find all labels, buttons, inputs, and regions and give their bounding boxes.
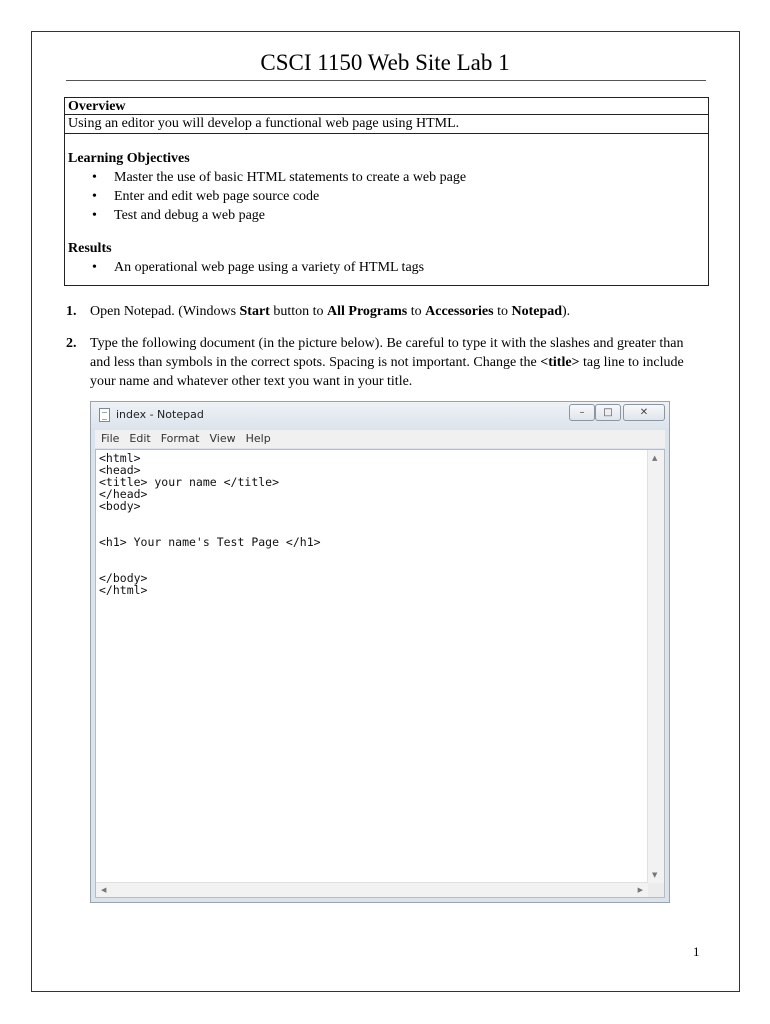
minimize-button[interactable]: – xyxy=(569,404,595,421)
menu-help[interactable]: Help xyxy=(245,432,271,445)
maximize-button[interactable]: □ xyxy=(595,404,621,421)
objectives-section xyxy=(65,134,708,277)
scroll-left-icon[interactable]: ◀ xyxy=(101,886,107,894)
list-item: • Test and debug a web page xyxy=(114,206,704,225)
vertical-scrollbar[interactable] xyxy=(647,450,664,883)
notepad-content: <html> <head> <title> your name </title> </head> <body> <h1> Your name's Test Page </h1> </body> </html> xyxy=(99,451,321,597)
notepad-window-title: index - Notepad xyxy=(116,408,204,421)
step-2 xyxy=(66,334,706,391)
resize-grip[interactable] xyxy=(648,883,664,897)
notepad-app-icon xyxy=(99,408,110,422)
scroll-down-icon[interactable]: ▼ xyxy=(652,871,658,879)
scroll-right-icon[interactable]: ▶ xyxy=(637,886,643,894)
list-item: • Enter and edit web page source code xyxy=(114,187,704,206)
step-number: 1. xyxy=(66,304,77,319)
results-heading: Results xyxy=(68,241,112,256)
document-title: CSCI 1150 Web Site Lab 1 xyxy=(260,50,510,75)
scroll-up-icon[interactable]: ▲ xyxy=(652,454,658,462)
overview-heading: Overview xyxy=(65,98,708,115)
notepad-text-area[interactable] xyxy=(95,449,665,898)
close-button[interactable]: ✕ xyxy=(623,404,665,421)
step-number: 2. xyxy=(66,336,77,351)
notepad-menubar xyxy=(95,430,665,448)
lab-info-box xyxy=(64,97,709,286)
list-item: • Master the use of basic HTML statements to create a web page xyxy=(114,168,704,187)
step-text: Type the following document (in the picture below). Be careful to type it with the slashes and greater than and less than symbols in the correct spots. Spacing is not important. Change the <title> tag line to include your name and whatever other text you want in your title. xyxy=(90,336,684,389)
step-text: Open Notepad. (Windows Start button to All Programs to Accessories to Notepad). xyxy=(90,304,571,319)
overview-text: Using an editor you will develop a functional web page using HTML. xyxy=(65,115,708,134)
horizontal-scrollbar[interactable] xyxy=(96,882,648,897)
notepad-titlebar xyxy=(91,402,669,428)
menu-edit[interactable]: Edit xyxy=(129,432,151,445)
step-1 xyxy=(66,302,706,321)
objectives-list xyxy=(68,168,704,225)
results-list xyxy=(68,258,704,277)
menu-format[interactable]: Format xyxy=(160,432,200,445)
menu-view[interactable]: View xyxy=(209,432,236,445)
menu-file[interactable]: File xyxy=(101,432,120,445)
page-number: 1 xyxy=(693,944,700,959)
objectives-heading: Learning Objectives xyxy=(68,151,190,166)
list-item: • An operational web page using a variety of HTML tags xyxy=(114,258,704,277)
notepad-screenshot xyxy=(90,401,670,903)
title-divider xyxy=(66,80,706,81)
